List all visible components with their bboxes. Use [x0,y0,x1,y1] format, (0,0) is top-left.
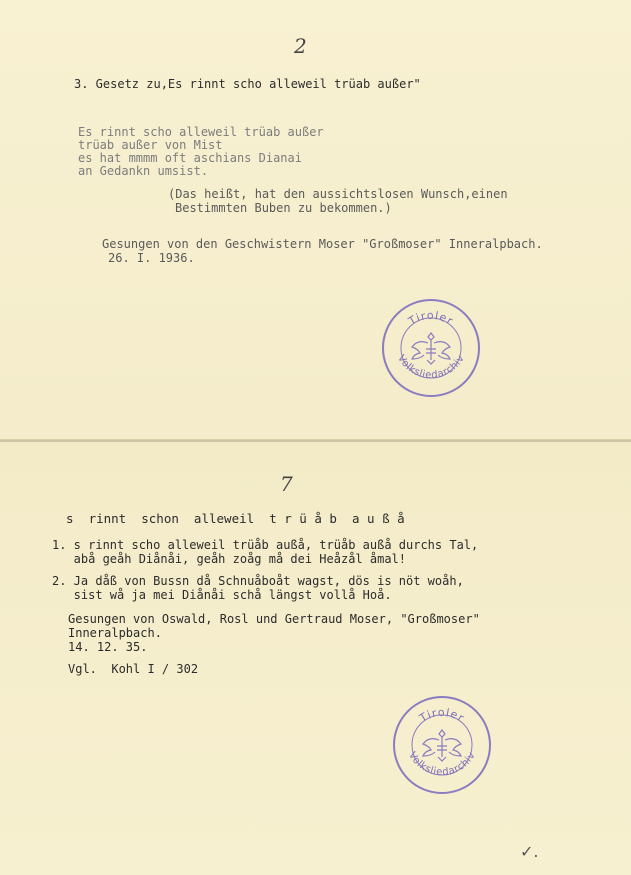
stamp-top-text: Tiroler [417,705,467,726]
verse-line: 1. s rinnt scho alleweil trüåb außå, trüåb außå durchs Tal, [52,538,479,552]
source-line: Gesungen von Oswald, Rosl und Gertraud Moser, "Großmoser" [68,612,480,626]
verse-line: abå geåh Diånåi, geåh zoåg må dei Heåzål åmal! [52,552,407,566]
page-number: 2 [294,34,307,58]
date-line: 26. I. 1936. [108,251,195,265]
date-line: 14. 12. 35. [68,640,148,654]
stamp-bottom-text: Volksliedarchiv [406,750,478,779]
verse-line: Es rinnt scho alleweil trüab außer [78,125,324,139]
check-mark-icon: ✓. [520,842,539,861]
source-line: Gesungen von den Geschwistern Moser "Großmoser" Inneralpbach. [102,237,543,251]
archive-stamp [382,299,480,397]
source-line: Inneralpbach. [68,626,162,640]
svg-text:Tiroler [416,706,467,726]
svg-text:Tiroler [405,309,456,329]
song-heading: 3. Gesetz zu,Es rinnt scho alleweil trüab außer" [74,77,421,91]
explanation-note: (Das heißt, hat den aussichtslosen Wunsch,einen [168,187,508,201]
verse-line: 2. Ja dåß von Bussn då Schnuåboåt wagst, dös is nöt woåh, [52,574,464,588]
song-title: s rinnt schon alleweil t r ü å b a u ß å [66,511,405,526]
stamp-top-text: Tiroler [406,308,456,329]
eagle-emblem-icon [423,730,461,761]
verse-line: an Gedankn umsist. [78,164,209,178]
eagle-emblem-icon [412,333,450,364]
reference-line: Vgl. Kohl I / 302 [68,662,199,676]
stamp-bottom-text: Volksliedarchiv [395,353,467,382]
explanation-note: Bestimmten Buben zu bekommen.) [175,201,392,215]
verse-line: sist wå ja mei Diånåi schå längst vollå Hoå. [52,588,392,602]
verse-line: es hat mmmm oft aschians Dianai [78,151,302,165]
page-number: 7 [280,472,293,496]
verse-line: trüab außer von Mist [78,138,223,152]
document-page-bottom [0,442,631,875]
archive-stamp [393,696,491,794]
